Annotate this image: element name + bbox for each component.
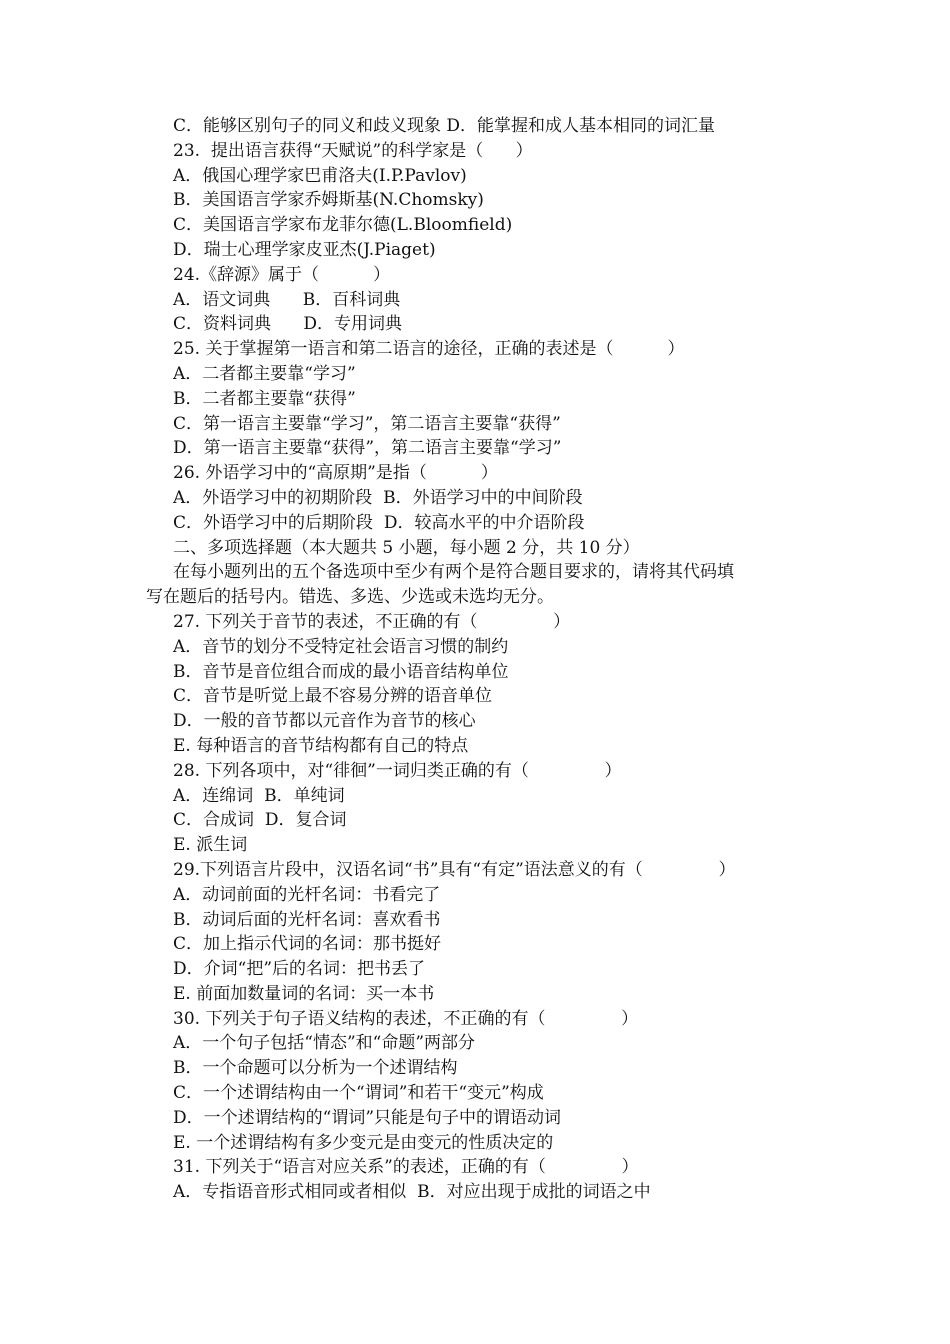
text-line: C．一个述谓结构由一个“谓词”和若干“变元”构成	[173, 1083, 544, 1104]
text-line: 在每小题列出的五个备选项中至少有两个是符合题目要求的，请将其代码填	[173, 562, 734, 583]
text-line: C．加上指示代词的名词：那书挺好	[173, 934, 442, 955]
text-line: B．美国语言学家乔姆斯基(N.Chomsky)	[173, 190, 484, 211]
text-line: A．连绵词 B．单纯词	[173, 785, 345, 806]
text-line: 23. 提出语言获得“天赋说”的科学家是（ ）	[173, 140, 533, 161]
text-line: 26. 外语学习中的“高原期”是指（ ）	[173, 463, 498, 484]
text-line: A．专指语音形式相同或者相似 B．对应出现于成批的词语之中	[173, 1182, 651, 1203]
text-line: B．动词后面的光杆名词：喜欢看书	[173, 909, 441, 930]
text-line: E. 每种语言的音节结构都有自己的特点	[173, 735, 469, 756]
text-line: C．第一语言主要靠“学习”，第二语言主要靠“获得”	[173, 413, 561, 434]
text-line: E. 一个述谓结构有多少变元是由变元的性质决定的	[173, 1132, 554, 1153]
text-line: A．动词前面的光杆名词：书看完了	[173, 884, 441, 905]
text-line: D．一般的音节都以元音作为音节的核心	[173, 711, 476, 732]
text-line: A．语文词典 B．百科词典	[173, 289, 401, 310]
text-line: A．一个句子包括“情态”和“命题”两部分	[173, 1033, 476, 1054]
text-line: A．俄国心理学家巴甫洛夫(I.P.Pavlov)	[173, 165, 467, 186]
text-line: 二、多项选择题（本大题共 5 小题，每小题 2 分，共 10 分）	[173, 537, 640, 558]
text-line: C．外语学习中的后期阶段 D．较高水平的中介语阶段	[173, 512, 585, 533]
text-line: B．音节是音位组合而成的最小语音结构单位	[173, 661, 509, 682]
text-line: 30. 下列关于句子语义结构的表述，不正确的有（ ）	[173, 1008, 639, 1029]
text-line: D．瑞士心理学家皮亚杰(J.Piaget)	[173, 239, 436, 260]
text-line: C．能够区别句子的同义和歧义现象 D．能掌握和成人基本相同的词汇量	[173, 116, 716, 136]
text-line: A．外语学习中的初期阶段 B．外语学习中的中间阶段	[173, 487, 583, 508]
text-line: 28. 下列各项中，对“徘徊”一词归类正确的有（ ）	[173, 760, 622, 781]
text-line: A．音节的划分不受特定社会语言习惯的制约	[173, 636, 509, 657]
text-line: A．二者都主要靠“学习”	[173, 363, 356, 384]
text-line: 24.《辞源》属于（ ）	[173, 264, 391, 285]
text-line: D．第一语言主要靠“获得”，第二语言主要靠“学习”	[173, 438, 562, 459]
text-line: C．合成词 D．复合词	[173, 810, 347, 831]
document-page	[0, 114, 950, 1205]
text-line: C．资料词典 D．专用词典	[173, 314, 403, 335]
text-line: E. 前面加数量词的名词：买一本书	[173, 983, 435, 1004]
text-line: 写在题后的括号内。错选、多选、少选或未选均无分。	[146, 587, 554, 608]
text-line: C．音节是听觉上最不容易分辨的语音单位	[173, 686, 493, 707]
text-line: 29.下列语言片段中，汉语名词“书”具有“有定”语法意义的有（ ）	[173, 859, 736, 880]
text-line: B．一个命题可以分析为一个述谓结构	[173, 1058, 458, 1079]
text-line: 31. 下列关于“语言对应关系”的表述，正确的有（ ）	[173, 1157, 639, 1178]
text-line: E. 派生词	[173, 835, 248, 856]
text-line: 27. 下列关于音节的表述，不正确的有（ ）	[173, 611, 571, 632]
text-line: 25. 关于掌握第一语言和第二语言的途径，正确的表述是（ ）	[173, 339, 685, 360]
text-line: D．一个述谓结构的“谓词”只能是句子中的谓语动词	[173, 1107, 562, 1128]
text-line: C．美国语言学家布龙菲尔德(L.Bloomfield)	[173, 215, 513, 236]
text-line: B．二者都主要靠“获得”	[173, 388, 356, 409]
text-line: D．介词“把”后的名词：把书丢了	[173, 959, 426, 980]
